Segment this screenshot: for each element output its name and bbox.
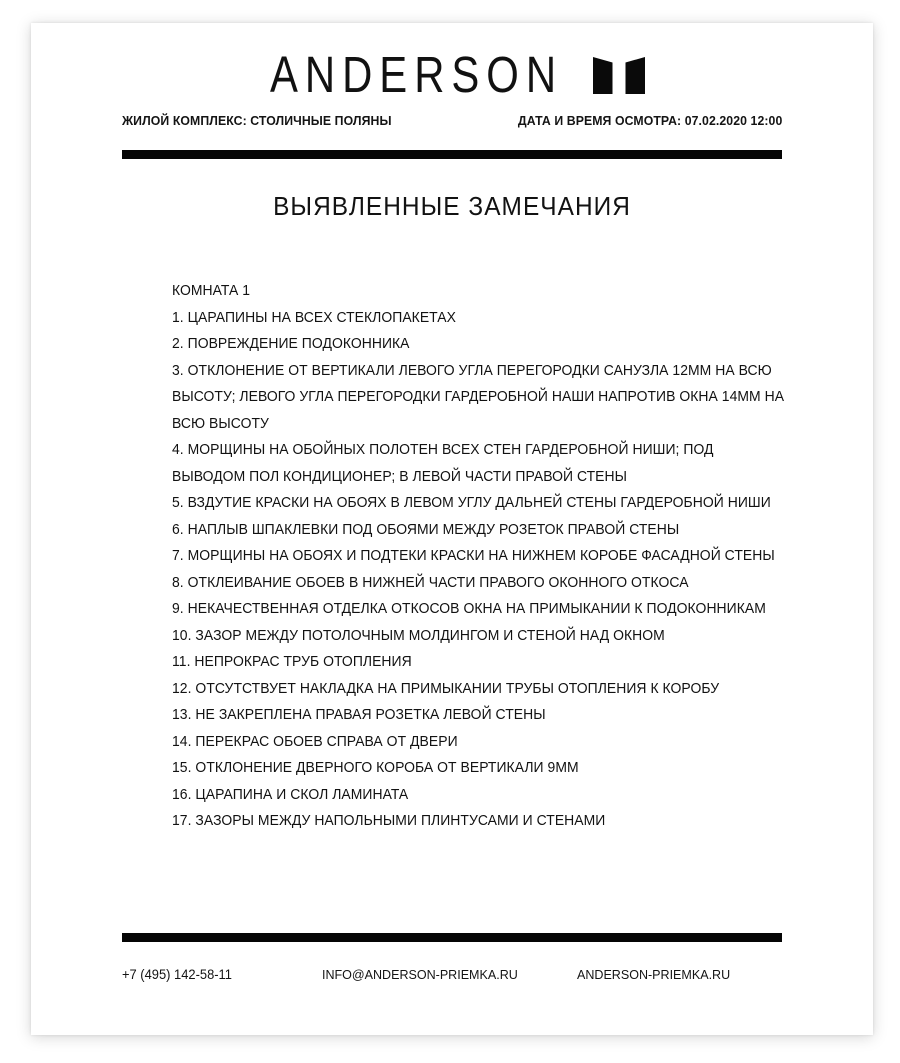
defect-item: 15. ОТКЛОНЕНИЕ ДВЕРНОГО КОРОБА ОТ ВЕРТИКАЛИ 9ММ bbox=[172, 760, 579, 776]
defect-item: 5. ВЗДУТИЕ КРАСКИ НА ОБОЯХ В ЛЕВОМ УГЛУ ДАЛЬНЕЙ СТЕНЫ ГАРДЕРОБНОЙ НИШИ bbox=[172, 495, 771, 511]
header-divider-bar bbox=[122, 150, 782, 159]
defect-item: 14. ПЕРЕКРАС ОБОЕВ СПРАВА ОТ ДВЕРИ bbox=[172, 733, 458, 750]
defect-item: 11. НЕПРОКРАС ТРУБ ОТОПЛЕНИЯ bbox=[172, 654, 412, 670]
defect-item: 6. НАПЛЫВ ШПАКЛЕВКИ ПОД ОБОЯМИ МЕЖДУ РОЗЕТОК ПРАВОЙ СТЕНЫ bbox=[172, 521, 680, 538]
defect-item: 7. МОРЩИНЫ НА ОБОЯХ И ПОДТЕКИ КРАСКИ НА НИЖНЕМ КОРОБЕ ФАСАДНОЙ СТЕНЫ bbox=[172, 548, 775, 564]
defects-list bbox=[172, 305, 817, 835]
defect-item: 1. ЦАРАПИНЫ НА ВСЕХ СТЕКЛОПАКЕТАХ bbox=[172, 309, 456, 326]
defect-item: 4. МОРЩИНЫ НА ОБОЙНЫХ ПОЛОТЕН ВСЕХ СТЕН ГАРДЕРОБНОЙ НИШИ; ПОД ВЫВОДОМ ПОЛ КОНДИЦИОНЕР; В ЛЕВОЙ ЧАСТИ ПРАВОЙ СТЕНЫ bbox=[172, 442, 714, 485]
footer-website: ANDERSON-PRIEMKA.RU bbox=[577, 966, 731, 982]
footer bbox=[122, 964, 782, 984]
defect-item: 9. НЕКАЧЕСТВЕННАЯ ОТДЕЛКА ОТКОСОВ ОКНА НА ПРИМЫКАНИИ К ПОДОКОННИКАМ bbox=[172, 601, 766, 617]
footer-phone: +7 (495) 142-58-11 bbox=[122, 966, 232, 982]
defect-item: 16. ЦАРАПИНА И СКОЛ ЛАМИНАТА bbox=[172, 786, 409, 803]
defect-item: 2. ПОВРЕЖДЕНИЕ ПОДОКОННИКА bbox=[172, 336, 410, 352]
defect-item: 12. ОТСУТСТВУЕТ НАКЛАДКА НА ПРИМЫКАНИИ ТРУБЫ ОТОПЛЕНИЯ К КОРОБУ bbox=[172, 680, 720, 697]
defects-list-block bbox=[172, 278, 817, 835]
page-title: ВЫЯВЛЕННЫЕ ЗАМЕЧАНИЯ bbox=[273, 191, 631, 221]
anderson-m-mark-icon bbox=[593, 54, 645, 94]
defect-item: 3. ОТКЛОНЕНИЕ ОТ ВЕРТИКАЛИ ЛЕВОГО УГЛА ПЕРЕГОРОДКИ САНУЗЛА 12ММ НА ВСЮ ВЫСОТУ; ЛЕВОГО УГЛА ПЕРЕГОРОДКИ ГАРДЕРОБНОЙ НАШИ НАПРОТИВ ОКНА 14ММ НА ВСЮ ВЫСОТУ bbox=[172, 362, 785, 432]
defect-item: 17. ЗАЗОРЫ МЕЖДУ НАПОЛЬНЫМИ ПЛИНТУСАМИ И СТЕНАМИ bbox=[172, 813, 606, 829]
defect-item: 10. ЗАЗОР МЕЖДУ ПОТОЛОЧНЫМ МОЛДИНГОМ И СТЕНОЙ НАД ОКНОМ bbox=[172, 627, 665, 644]
footer-divider-bar bbox=[122, 933, 782, 942]
document-sheet bbox=[31, 23, 873, 1035]
inspection-datetime-label: ДАТА И ВРЕМЯ ОСМОТРА: 07.02.2020 12:00 bbox=[517, 112, 782, 128]
defect-item: 8. ОТКЛЕИВАНИЕ ОБОЕВ В НИЖНЕЙ ЧАСТИ ПРАВОГО ОКОННОГО ОТКОСА bbox=[172, 574, 689, 591]
brand-header bbox=[31, 43, 873, 105]
residential-complex-label: ЖИЛОЙ КОМПЛЕКС: СТОЛИЧНЫЕ ПОЛЯНЫ bbox=[122, 112, 392, 128]
defect-item: 13. НЕ ЗАКРЕПЛЕНА ПРАВАЯ РОЗЕТКА ЛЕВОЙ СТЕНЫ bbox=[172, 707, 546, 723]
room-label: КОМНАТА 1 bbox=[172, 283, 251, 299]
brand-wordmark: ANDERSON bbox=[270, 45, 564, 103]
footer-email: INFO@ANDERSON-PRIEMKA.RU bbox=[322, 966, 518, 982]
inspection-meta-row bbox=[122, 109, 782, 131]
